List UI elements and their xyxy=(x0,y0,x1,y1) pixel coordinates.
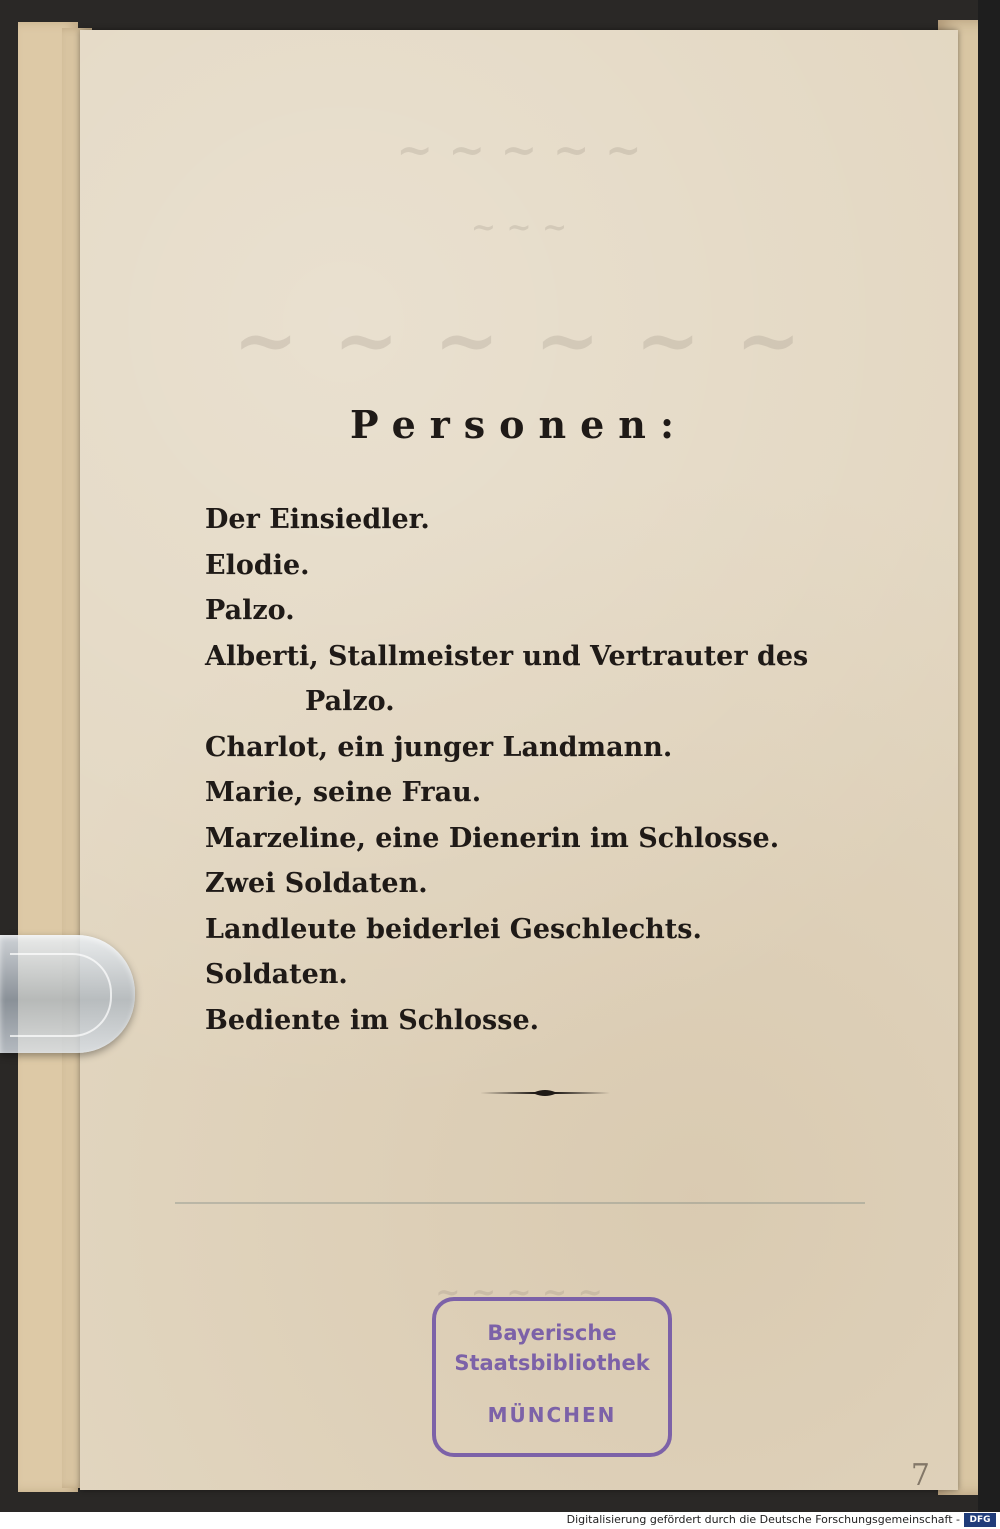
cast-entry: Marie, seine Frau. xyxy=(205,777,482,808)
stamp-line-3: MÜNCHEN xyxy=(487,1403,617,1427)
funding-notice: Digitalisierung gefördert durch die Deutsche Forschungsgemeinschaft - xyxy=(566,1513,960,1526)
show-through-large-title: ~ ~ ~ ~ ~ ~ xyxy=(233,295,805,386)
ornamental-rule xyxy=(480,1088,610,1098)
cast-entry: Elodie. xyxy=(205,549,310,581)
library-stamp xyxy=(432,1297,672,1457)
cast-entry: Palzo. xyxy=(205,595,295,626)
page-heading: Personen: xyxy=(350,402,688,447)
book-page xyxy=(80,30,958,1493)
cast-entry: Alberti, Stallmeister und Vertrauter des xyxy=(205,640,809,672)
show-through-rule xyxy=(175,1202,865,1204)
cast-list xyxy=(205,497,925,1043)
cast-entry: Charlot, ein junger Landmann. xyxy=(205,731,673,763)
cast-entry: Landleute beiderlei Geschlechts. xyxy=(205,913,702,945)
dfg-logo-icon: DFG xyxy=(964,1513,996,1527)
cast-entry: Der Einsiedler. xyxy=(205,504,430,535)
cast-entry: Bediente im Schlosse. xyxy=(205,1004,540,1036)
show-through-title: ~ ~ ~ ~ ~ xyxy=(396,125,642,176)
cast-entry: Soldaten. xyxy=(205,959,348,990)
scan-border xyxy=(978,0,1000,1512)
footer-bar xyxy=(0,1512,1000,1529)
cast-entry: Marzeline, eine Dienerin im Schlosse. xyxy=(205,822,780,854)
show-through-subtitle: ~ ~ ~ xyxy=(470,210,568,245)
stamp-line-2: Staatsbibliothek xyxy=(454,1351,650,1375)
page-clip-highlight xyxy=(10,953,112,1037)
show-through-imprint: ~ ~ ~ ~ ~ xyxy=(435,1275,603,1310)
cast-entry: Zwei Soldaten. xyxy=(205,868,428,899)
stamp-line-1: Bayerische xyxy=(487,1321,617,1345)
cast-entry-continuation: Palzo. xyxy=(305,686,395,717)
pencil-mark: 7 xyxy=(910,1458,930,1493)
page-clip xyxy=(0,935,135,1053)
